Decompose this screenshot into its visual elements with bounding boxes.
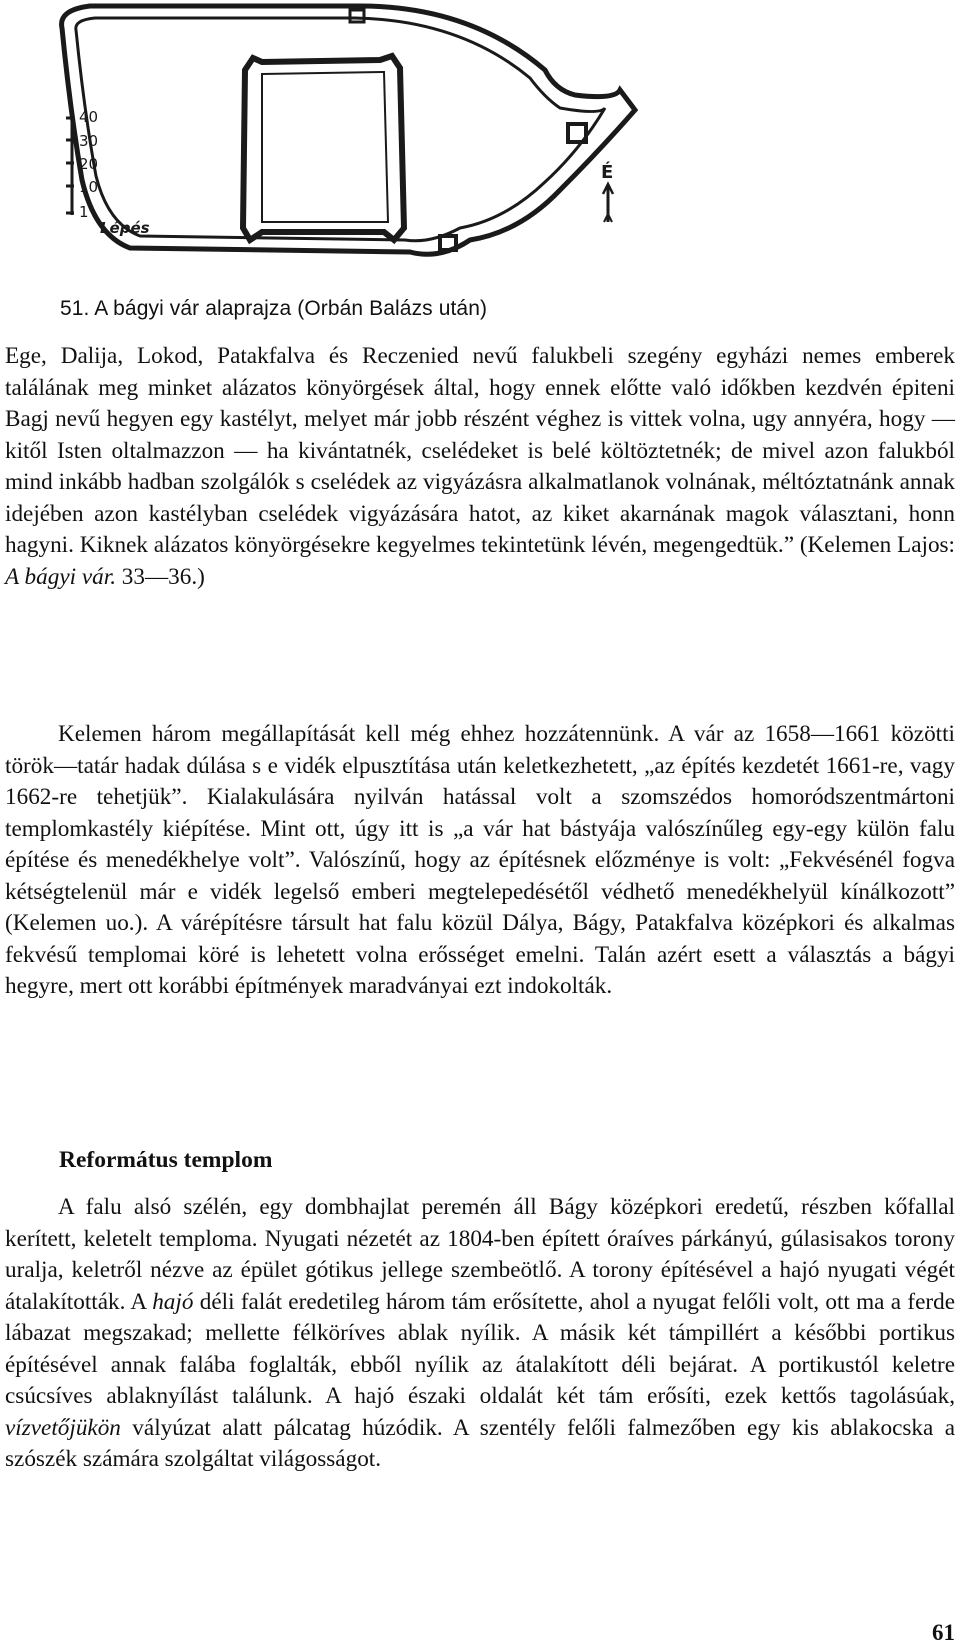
figure-caption: 51. A bágyi vár alaprajza (Orbán Balázs után) (60, 297, 488, 320)
analysis-paragraph (5, 719, 955, 1003)
scale-tick-40: 40 (79, 108, 99, 126)
paragraph-3-text-c: vályúzat alatt pálcatag húzódik. A szentély felőli falmezőben egy kis ablakocska a szószék számára szolgáltat világosságot. (5, 1414, 955, 1472)
paragraph-3-text-a: A falu alsó szélén, egy dombhajlat peremén áll Bágy középkori eredetű, részben kőfallal kerített, keletelt temploma. Nyugati nézetét az 1804-ben épített óraíves párkányú, gúlasisakos torony uralja, keletről nézve az épület gótikus jellege szembeötlő. A torony építésével a hajó nyugati végét átalakították. A (5, 1194, 955, 1315)
scale-bar (66, 108, 150, 237)
outer-wall (62, 6, 635, 254)
central-building (243, 56, 404, 240)
scale-tick-20: 20 (79, 155, 99, 173)
paragraph-1-text: Ege, Dalija, Lokod, Patakfalva és Reczenied nevű falukbeli szegény egyházi nemes emberek találának meg minket alázatos könyörgések által, hogy ennek előtte való időkben kezdvén épiteni Bagj nevű hegyen egy kastélyt, melyet már jobb részént véghez is vittek volna, ugy annyéra, hogy — kitől Isten oltalmazzon — ha kivántatnék, cselédeket is belé költöztetnék; de mivel azon falukból mind inkább hadban szolgálók s cselédek az vigyázásra alkalmatlanok volnának, méltóztatnánk annak idejében azon kastélyban cselédek vigyázására hatot, az kiket akarnának magok választani, honn hagyni. Kiknek alázatos könyörgésekre kegyelmes tekintetünk lévén, megengedtük.” (Kelemen Lajos: (5, 343, 955, 558)
paragraph-3-text-b: déli falát eredetileg három tám erősítette, ahol a nyugat felőli volt, ott ma a ferde lábazat megszakad; mellette félköríves ablak nyílik. A másik két támpillért a későbbi portikus építésével annak falába foglalták, ebből nyílik az átalakított déli bejárat. A portikustól keletre csúcsíves ablaknyílást találunk. A hajó északi oldalát két tám erősíti, ezek kettős tagolásúak, (5, 1288, 955, 1409)
church-paragraph (5, 1192, 955, 1476)
term-hajo: hajó (152, 1288, 194, 1315)
quote-paragraph (5, 341, 955, 593)
paragraph-3 (5, 1192, 955, 1476)
section-heading: Református templom (59, 1147, 273, 1173)
paragraph-1 (5, 341, 955, 593)
source-title: A bágyi vár. (5, 563, 116, 590)
compass-label: É (601, 162, 614, 183)
scale-tick-30: 30 (79, 132, 99, 150)
term-vizveto: vízvetőjükön (5, 1414, 121, 1441)
inner-wall (76, 18, 605, 241)
paragraph-1-pages: 33—36.) (116, 563, 205, 590)
north-arrow-icon (601, 161, 613, 222)
castle-plan-drawing (0, 0, 960, 270)
central-building-inner (262, 72, 388, 222)
scale-unit-label: Lépés (100, 219, 150, 237)
bastion-north (350, 10, 364, 22)
paragraph-2: Kelemen három megállapítását kell még ehhez hozzátennünk. A vár az 1658—1661 közötti török—tatár hadak dúlása s e vidék elpusztítása után keletkezhetett, „az építés kezdetét 1661-re, vagy 1662-re tehetjük”. Kialakulására nyilván hatással volt a szomszédos homoródszentmártoni templomkastély kiépítése. Mint ott, úgy itt is „a vár hat bástyája valószínűleg egy-egy külön falu építése és menedékhelye volt”. Valószínű, hogy az építésnek előzménye is volt: „Fekvésénél fogva kétségtelenül már e vidék legelső emberi megtelepedésétől védhető menedékhelyül kínálkozott” (Kelemen uo.). A várépítésre társult hat falu közül Dálya, Bágy, Patakfalva középkori és alkalmas fekvésű templomai köré is lehetett volna erősséget emelni. Talán azért esett a választás a bágyi hegyre, mert ott korábbi építmények maradványai ezt indokolták. (5, 721, 955, 999)
castle-floor-plan-figure (0, 0, 960, 270)
scale-tick-10: 10 (79, 178, 99, 196)
page-number: 61 (932, 1620, 955, 1645)
scale-tick-1: 1 (79, 203, 89, 221)
